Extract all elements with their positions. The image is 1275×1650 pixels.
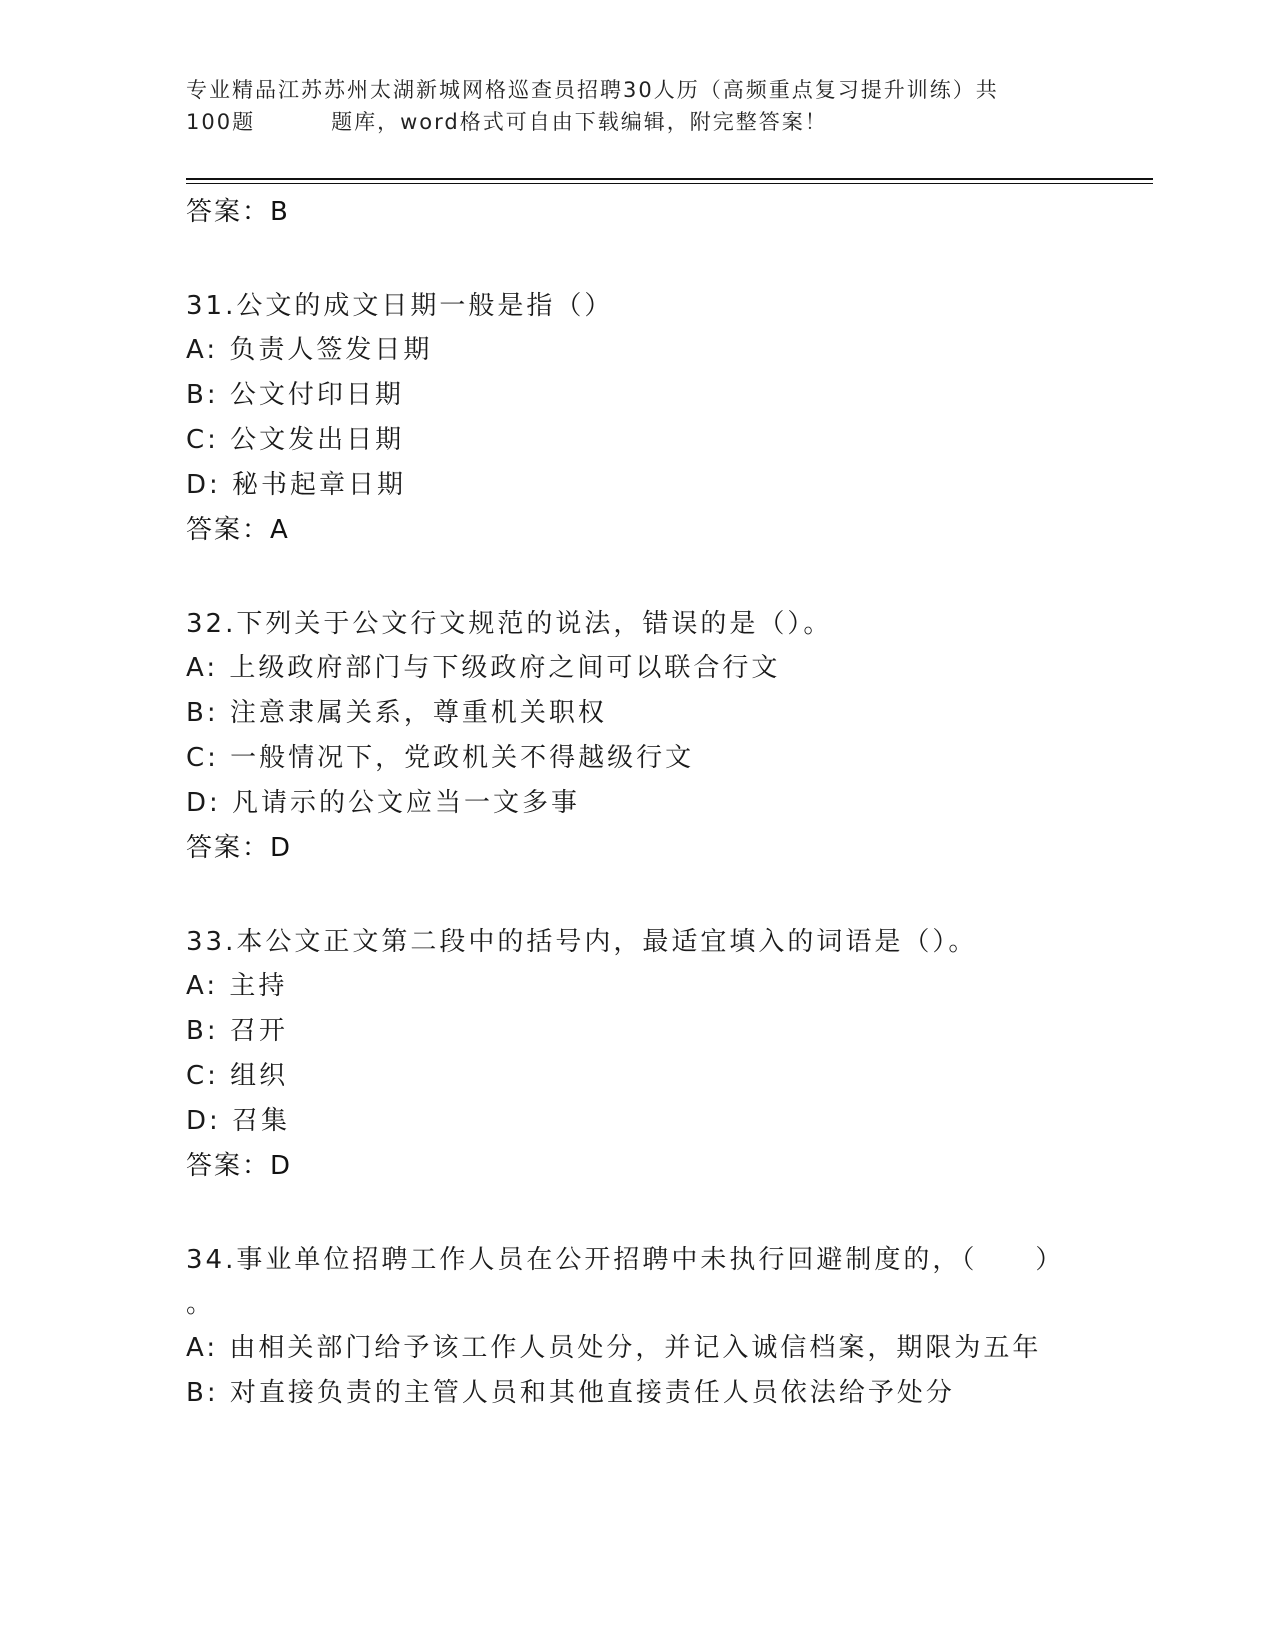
answer-line: 答案：A <box>186 515 290 545</box>
option-a: A: 上级政府部门与下级政府之间可以联合行文 <box>186 653 781 683</box>
question-32 <box>186 602 1126 870</box>
option-b: B: 注意隶属关系，尊重机关职权 <box>186 698 607 728</box>
document-header <box>186 74 1086 138</box>
header-line-2-text: 题库，word格式可自由下载编辑，附完整答案！ <box>331 110 828 134</box>
question-31 <box>186 284 1126 552</box>
question-stem: 32.下列关于公文行文规范的说法，错误的是（）。 <box>186 609 833 639</box>
option-a: A: 主持 <box>186 971 288 1001</box>
question-33 <box>186 920 1126 1188</box>
option-a: A: 由相关部门给予该工作人员处分，并记入诚信档案，期限为五年 <box>186 1333 1042 1363</box>
question-stem: 33.本公文正文第二段中的括号内，最适宜填入的词语是（）。 <box>186 927 978 957</box>
option-c: C: 公文发出日期 <box>186 425 405 455</box>
option-d: D: 秘书起章日期 <box>186 470 407 500</box>
option-c: C: 组织 <box>186 1061 289 1091</box>
option-a: A: 负责人签发日期 <box>186 335 433 365</box>
option-d: D: 召集 <box>186 1106 291 1136</box>
header-line-1: 专业精品江苏苏州太湖新城网格巡查员招聘30人历（高频重点复习提升训练）共 <box>186 78 999 102</box>
answer-line: 答案：D <box>186 1151 293 1181</box>
header-divider-thick <box>186 178 1153 180</box>
option-c: C: 一般情况下，党政机关不得越级行文 <box>186 743 695 773</box>
header-divider-thin <box>186 183 1153 184</box>
question-stem: 31.公文的成文日期一般是指（） <box>186 291 614 321</box>
question-list <box>186 190 1126 1416</box>
option-b: B: 公文付印日期 <box>186 380 404 410</box>
option-d: D: 凡请示的公文应当一文多事 <box>186 788 581 818</box>
answer-line: 答案：B <box>186 197 290 227</box>
option-b: B: 召开 <box>186 1016 288 1046</box>
question-stem: 34.事业单位招聘工作人员在公开招聘中未执行回避制度的，（ ） <box>186 1245 1065 1275</box>
answer-line: 答案：D <box>186 833 293 863</box>
question-34 <box>186 1238 1126 1416</box>
header-line-2 <box>186 106 1086 138</box>
option-b: B: 对直接负责的主管人员和其他直接责任人员依法给予处分 <box>186 1378 955 1408</box>
question-stem-continuation: 。 <box>186 1289 216 1319</box>
header-line-2-count: 100题 <box>186 110 256 134</box>
